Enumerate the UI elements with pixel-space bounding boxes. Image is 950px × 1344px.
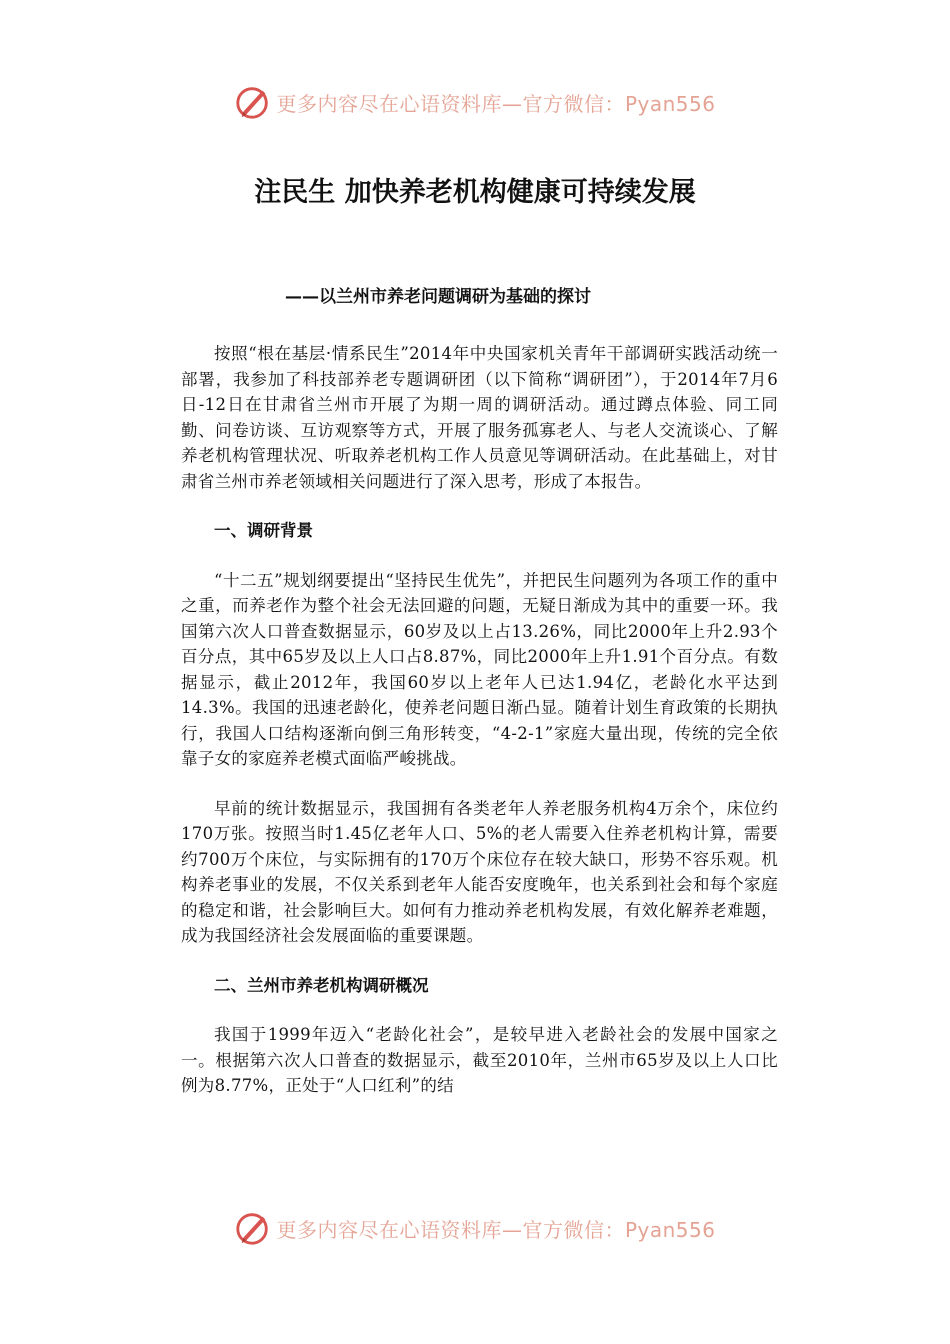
- background-paragraph-2: 早前的统计数据显示，我国拥有各类老年人养老服务机构4万余个，床位约170万张。按照当时1.45亿老年人口、5%的老人需要入住养老机构计算，需要约700万个床位，与实际拥有的170万个床位存在较大缺口，形势不容乐观。机构养老事业的发展，不仅关系到老年人能否安度晚年，也关系到社会和每个家庭的稳定和谐，社会影响巨大。如何有力推动养老机构发展，有效化解养老难题，成为我国经济社会发展面临的重要课题。: [181, 798, 778, 945]
- watermark-text: 更多内容尽在心语资料库—官方微信：Pyan556: [276, 1217, 716, 1242]
- watermark-banner-bottom: [0, 1206, 950, 1250]
- intro-paragraph: 按照“根在基层·情系民生”2014年中央国家机关青年干部调研实践活动统一部署，我参加了科技部养老专题调研团（以下简称“调研团”），于2014年7月6日-12日在甘肃省兰州市开展了为期一周的调研活动。通过蹲点体验、同工同勤、问卷访谈、互访观察等方式，开展了服务孤寡老人、与老人交流谈心、了解养老机构管理状况、听取养老机构工作人员意见等调研活动。在此基础上，对甘肃省兰州市养老领域相关问题进行了深入思考，形成了本报告。: [181, 344, 778, 491]
- section-heading-lanzhou-overview: 二、兰州市养老机构调研概况: [214, 975, 429, 995]
- lanzhou-paragraph-1: 我国于1999年迈入“老龄化社会”，是较早进入老龄社会的发展中国家之一。根据第六次人口普查的数据显示，截至2010年，兰州市65岁及以上人口比例为8.77%，正处于“人口红利”的结: [181, 1025, 778, 1095]
- watermark-text: 更多内容尽在心语资料库—官方微信：Pyan556: [276, 91, 716, 116]
- background-paragraph-1: “十二五”规划纲要提出“坚持民生优先”，并把民生问题列为各项工作的重中之重，而养老作为整个社会无法回避的问题，无疑日渐成为其中的重要一环。我国第六次人口普查数据显示，60岁及以上占13.26%，同比2000年上升2.93个百分点，其中65岁及以上人口占8.87%，同比2000年上升1.91个百分点。有数据显示，截止2012年，我国60岁以上老年人已达1.94亿，老龄化水平达到14.3%。我国的迅速老龄化，使养老问题日渐凸显。随着计划生育政策的长期执行，我国人口结构逐渐向倒三角形转变，“4-2-1”家庭大量出现，传统的完全依靠子女的家庭养老模式面临严峻挑战。: [181, 570, 778, 768]
- watermark-banner-top: [0, 80, 950, 124]
- document-title: 注民生 加快养老机构健康可持续发展: [254, 177, 696, 208]
- pen-logo-icon: [234, 83, 272, 121]
- section-heading-background: 一、调研背景: [214, 521, 313, 540]
- document-subtitle: ——以兰州市养老问题调研为基础的探讨: [285, 287, 591, 307]
- document-body: [181, 341, 778, 1123]
- pen-logo-icon: [234, 1209, 272, 1247]
